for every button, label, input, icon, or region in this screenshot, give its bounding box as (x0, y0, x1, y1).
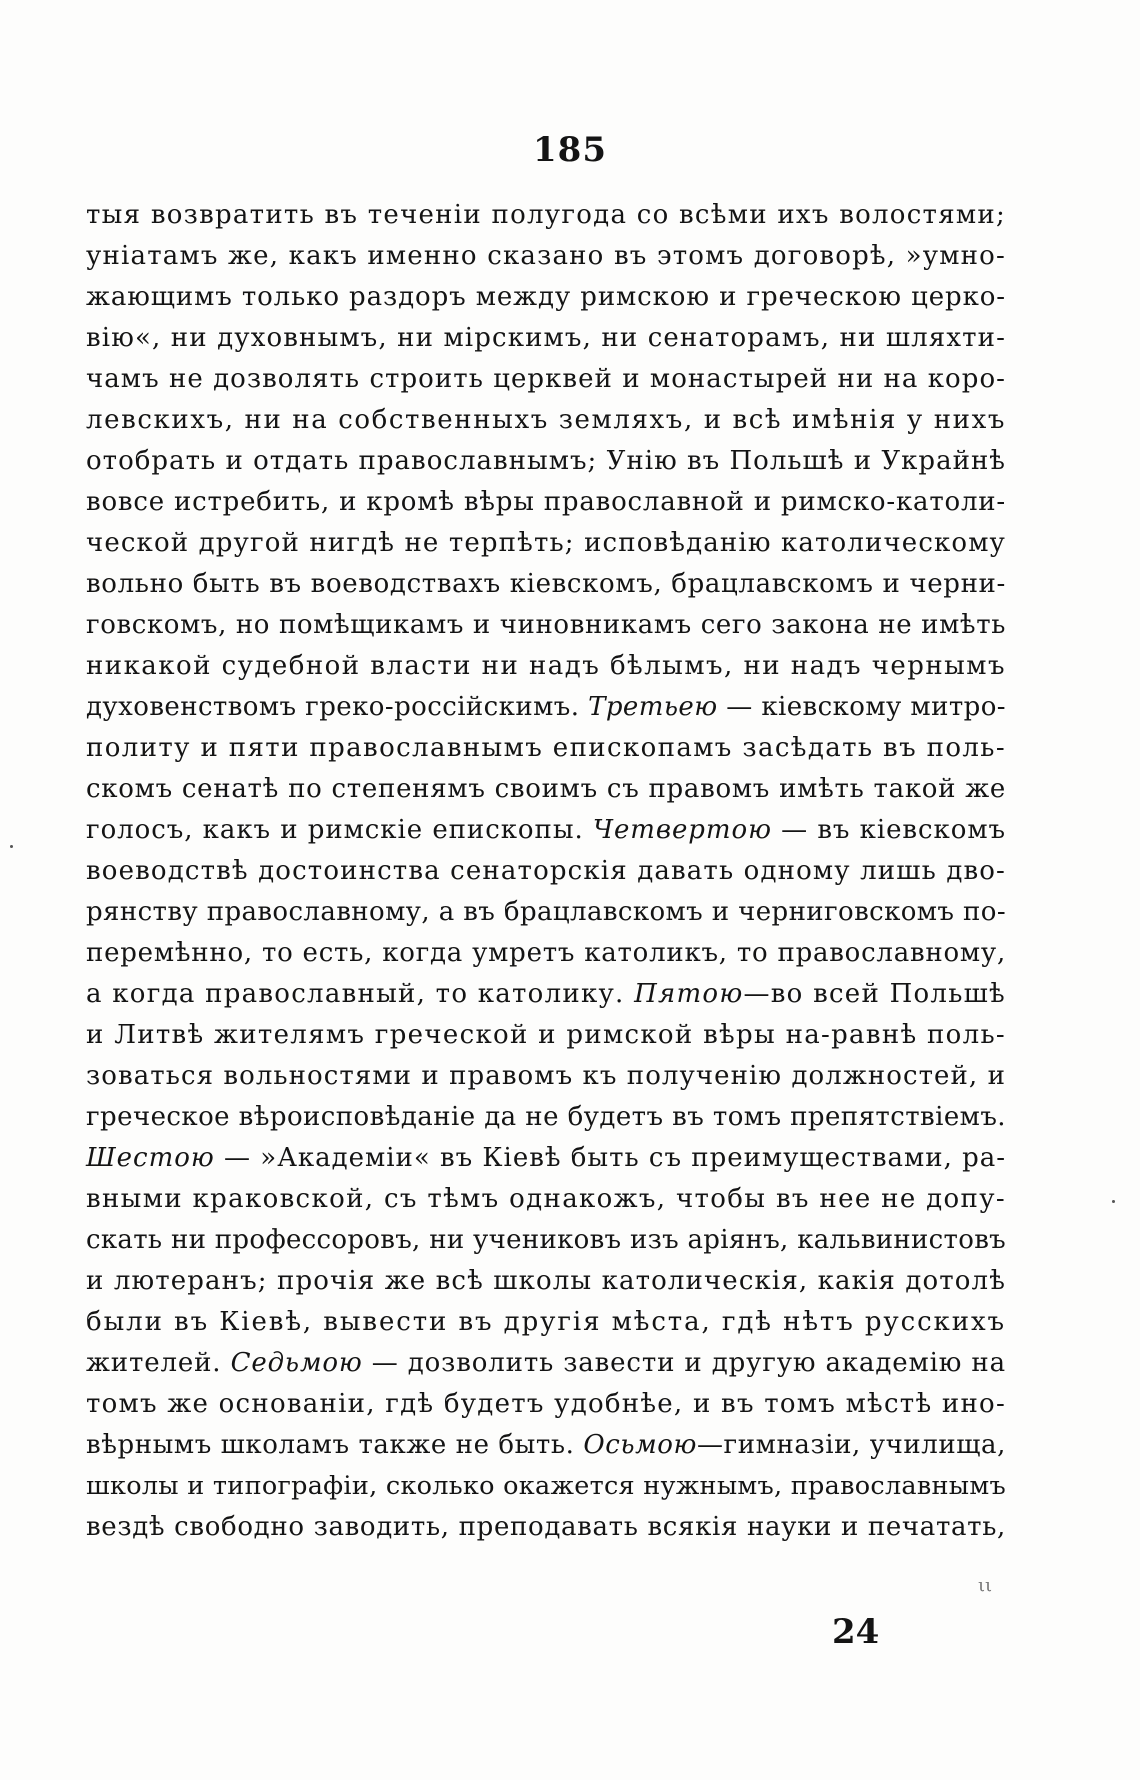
text-line-segment: тыя возвратить въ теченіи полугода со всѣми ихъ волостями; (86, 200, 1006, 230)
text-line-segment: — »Академіи« въ Кіевѣ быть съ преимуществами, ра- (214, 1143, 1006, 1173)
text-line (86, 564, 1006, 605)
text-line (86, 400, 1006, 441)
text-line (86, 1220, 1006, 1261)
text-line (86, 1302, 1006, 1343)
text-line (86, 1384, 1006, 1425)
text-line (86, 974, 1006, 1015)
text-line-segment: политу и пяти православнымъ епископамъ засѣдать въ поль- (86, 733, 1006, 763)
text-line-segment: скать ни профессоровъ, ни учениковъ изъ аріянъ, кальвинистовъ (86, 1225, 1006, 1255)
text-line-segment: уніатамъ же, какъ именно сказано въ этомъ договорѣ, »умно- (86, 241, 1006, 271)
text-line-segment: левскихъ, ни на собственныхъ земляхъ, и всѣ имѣнія у нихъ (86, 405, 1006, 435)
text-line-segment: — дозволить завести и другую академію на (362, 1348, 1006, 1378)
text-line-segment: вію«, ни духовнымъ, ни мірскимъ, ни сенаторамъ, ни шляхти- (86, 323, 1006, 353)
text-line (86, 728, 1006, 769)
text-line (86, 1507, 1006, 1548)
text-line (86, 236, 1006, 277)
text-line-segment: ческой другой нигдѣ не терпѣть; исповѣданію католическому (86, 528, 1006, 558)
text-line-segment: греческое вѣроисповѣданіе да не будетъ въ томъ препятствіемъ. (86, 1102, 1006, 1132)
text-line (86, 359, 1006, 400)
text-line-segment: вольно быть въ воеводствахъ кіевскомъ, брацлавскомъ и черни- (86, 569, 1006, 599)
text-line-segment: —во всей Польшѣ (743, 979, 1006, 1009)
text-line (86, 441, 1006, 482)
text-line-emphasis: Шестою (86, 1143, 215, 1173)
text-line (86, 605, 1006, 646)
text-line (86, 277, 1006, 318)
text-line-segment: отобрать и отдать православнымъ; Унію въ Польшѣ и Украйнѣ (86, 446, 1006, 476)
text-line-segment: вовсе истребить, и кромѣ вѣры православной и римско-католи- (86, 487, 1006, 517)
text-line (86, 1097, 1006, 1138)
text-line (86, 687, 1006, 728)
text-line-segment: воеводствѣ достоинства сенаторскія давать одному лишь дво- (86, 856, 1006, 886)
text-line-segment: духовенствомъ греко-россійскимъ. (86, 692, 589, 722)
text-line (86, 1466, 1006, 1507)
text-line-segment: томъ же основаніи, гдѣ будетъ удобнѣе, и въ томъ мѣстѣ ино- (86, 1389, 1006, 1419)
text-line (86, 1343, 1006, 1384)
ink-speck (10, 845, 13, 848)
text-line-segment: и Литвѣ жителямъ греческой и римской вѣры на-равнѣ поль- (86, 1020, 1006, 1050)
text-line-emphasis: Пятою (634, 979, 744, 1009)
text-line (86, 1261, 1006, 1302)
text-line-segment: были въ Кіевѣ, вывести въ другія мѣста, гдѣ нѣтъ русскихъ (86, 1307, 1006, 1337)
text-line-segment: скомъ сенатѣ по степенямъ своимъ съ правомъ имѣть такой же (86, 774, 1006, 804)
ink-speck (1112, 1200, 1115, 1203)
text-line (86, 1179, 1006, 1220)
text-line-segment: зоваться вольностями и правомъ къ полученію должностей, и (86, 1061, 1006, 1091)
body-text (86, 195, 1006, 1548)
text-line-segment: голосъ, какъ и римскіе епископы. (86, 815, 593, 845)
text-line-segment: школы и типографіи, сколько окажется нужнымъ, православнымъ (86, 1471, 1006, 1501)
text-line (86, 1056, 1006, 1097)
text-line-segment: вездѣ свободно заводить, преподавать всякія науки и печатать, (86, 1512, 1006, 1542)
text-line (86, 769, 1006, 810)
page-number: 185 (533, 130, 607, 170)
text-line-segment: — въ кіевскомъ (771, 815, 1007, 845)
text-line (86, 646, 1006, 687)
text-line-segment: и лютеранъ; прочія же всѣ школы католическія, какія дотолѣ (86, 1266, 1006, 1296)
text-line-emphasis: Седьмою (230, 1348, 363, 1378)
text-line (86, 933, 1006, 974)
text-line-segment: жающимъ только раздоръ между римскою и греческою церко- (86, 282, 1006, 312)
text-line (86, 195, 1006, 236)
text-line (86, 1015, 1006, 1056)
text-line (86, 523, 1006, 564)
text-line (86, 1138, 1006, 1179)
text-line (86, 1425, 1006, 1466)
text-line (86, 892, 1006, 933)
text-line (86, 318, 1006, 359)
text-line-segment: — кіевскому митро- (717, 692, 1006, 722)
text-line-emphasis: Осьмою (583, 1430, 697, 1460)
text-line-segment: а когда православный, то католику. (86, 979, 635, 1009)
text-line-segment: перемѣнно, то есть, когда умретъ католикъ, то православному, (86, 938, 1006, 968)
text-line-segment: —гимназіи, училища, (696, 1430, 1006, 1460)
text-line-segment: никакой судебной власти ни надъ бѣлымъ, ни надъ чернымъ (86, 651, 1006, 681)
signature-mark: 24 (832, 1612, 880, 1652)
text-line-segment: чамъ не дозволять строить церквей и монастырей ни на коро- (86, 364, 1006, 394)
text-line-emphasis: Третьею (588, 692, 718, 722)
text-line (86, 482, 1006, 523)
text-line-segment: вѣрнымъ школамъ также не быть. (86, 1430, 584, 1460)
corner-mark: ιι (978, 1575, 993, 1596)
text-line-segment: говскомъ, но помѣщикамъ и чиновникамъ сего закона не имѣть (86, 610, 1006, 640)
text-line-segment: вными краковской, съ тѣмъ однакожъ, чтобы въ нее не допу- (86, 1184, 1006, 1214)
text-line-segment: жителей. (86, 1348, 231, 1378)
text-line-segment: рянству православному, а въ брацлавскомъ и черниговскомъ по- (86, 897, 1006, 927)
text-line (86, 810, 1006, 851)
text-line-emphasis: Четвертою (592, 815, 772, 845)
text-line (86, 851, 1006, 892)
